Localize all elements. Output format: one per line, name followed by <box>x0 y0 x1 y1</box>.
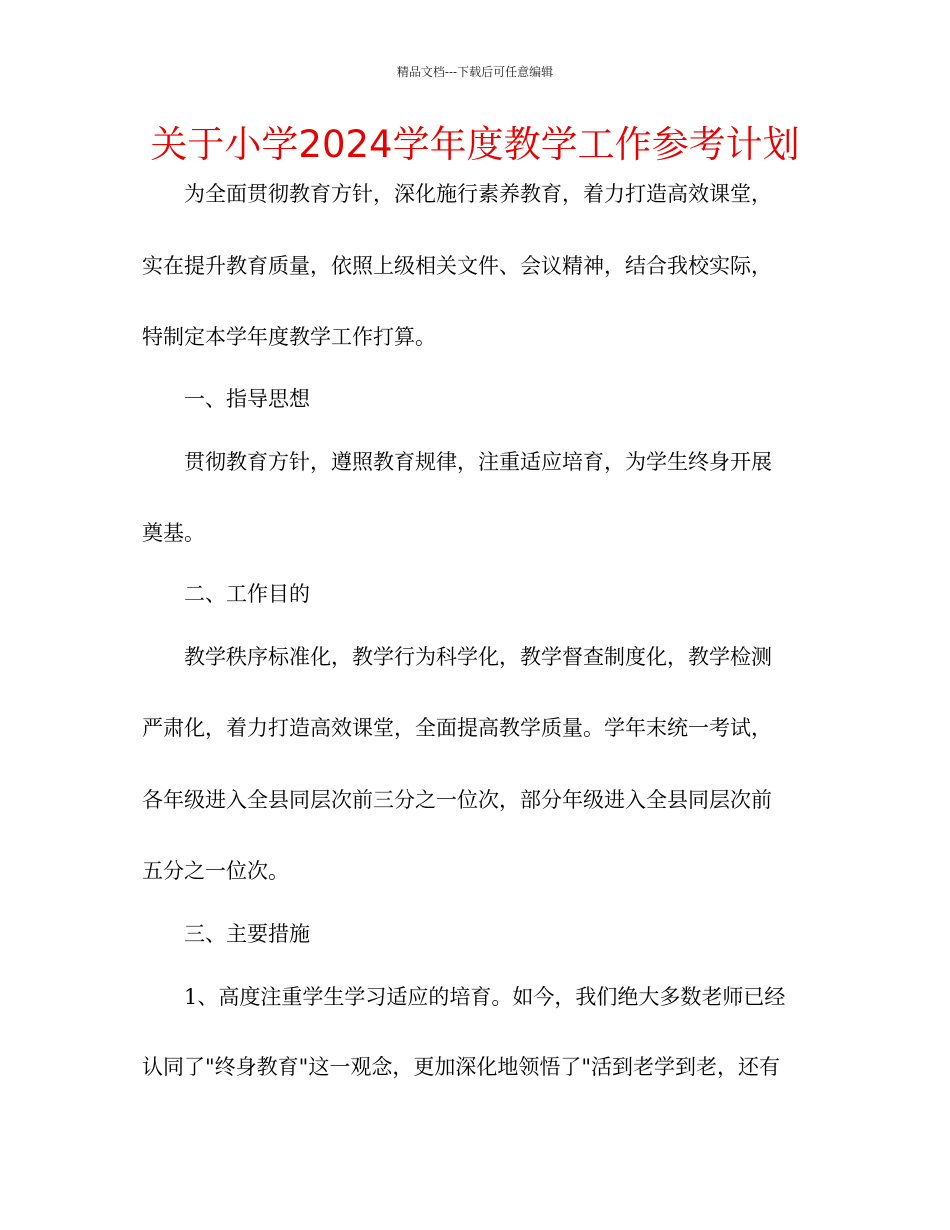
paragraph-measures-line-2: 认同了"终身教育"这一观念，更加深化地领悟了"活到老学到老，还有 <box>142 1055 780 1079</box>
paragraph-goals-line-1: 教学秩序标准化，教学行为科学化，教学督查制度化，教学检测 <box>184 645 772 669</box>
paragraph-guiding-line-2: 奠基。 <box>142 521 205 545</box>
header-note: 精品文档---下载后可任意编辑 <box>396 65 554 79</box>
paragraph-intro-line-3: 特制定本学年度教学工作打算。 <box>142 325 436 349</box>
paragraph-intro-line-1: 为全面贯彻教育方针，深化施行素养教育，着力打造高效课堂， <box>184 182 772 206</box>
paragraph-intro-line-2: 实在提升教育质量，依照上级相关文件、会议精神，结合我校实际， <box>142 254 772 278</box>
section-heading-main-measures: 三、主要措施 <box>184 922 310 946</box>
section-heading-work-goals: 二、工作目的 <box>184 582 310 606</box>
paragraph-goals-line-4: 五分之一位次。 <box>142 859 289 883</box>
paragraph-measures-line-1: 1、高度注重学生学习适应的培育。如今，我们绝大多数老师已经 <box>184 985 786 1009</box>
document-title: 关于小学2024学年度教学工作参考计划 <box>150 123 800 166</box>
paragraph-guiding-line-1: 贯彻教育方针，遵照教育规律，注重适应培育，为学生终身开展 <box>184 450 772 474</box>
paragraph-goals-line-2: 严肃化，着力打造高效课堂，全面提高教学质量。学年末统一考试， <box>142 716 772 740</box>
paragraph-goals-line-3: 各年级进入全县同层次前三分之一位次，部分年级进入全县同层次前 <box>142 788 772 812</box>
section-heading-guiding-thought: 一、指导思想 <box>184 387 310 411</box>
